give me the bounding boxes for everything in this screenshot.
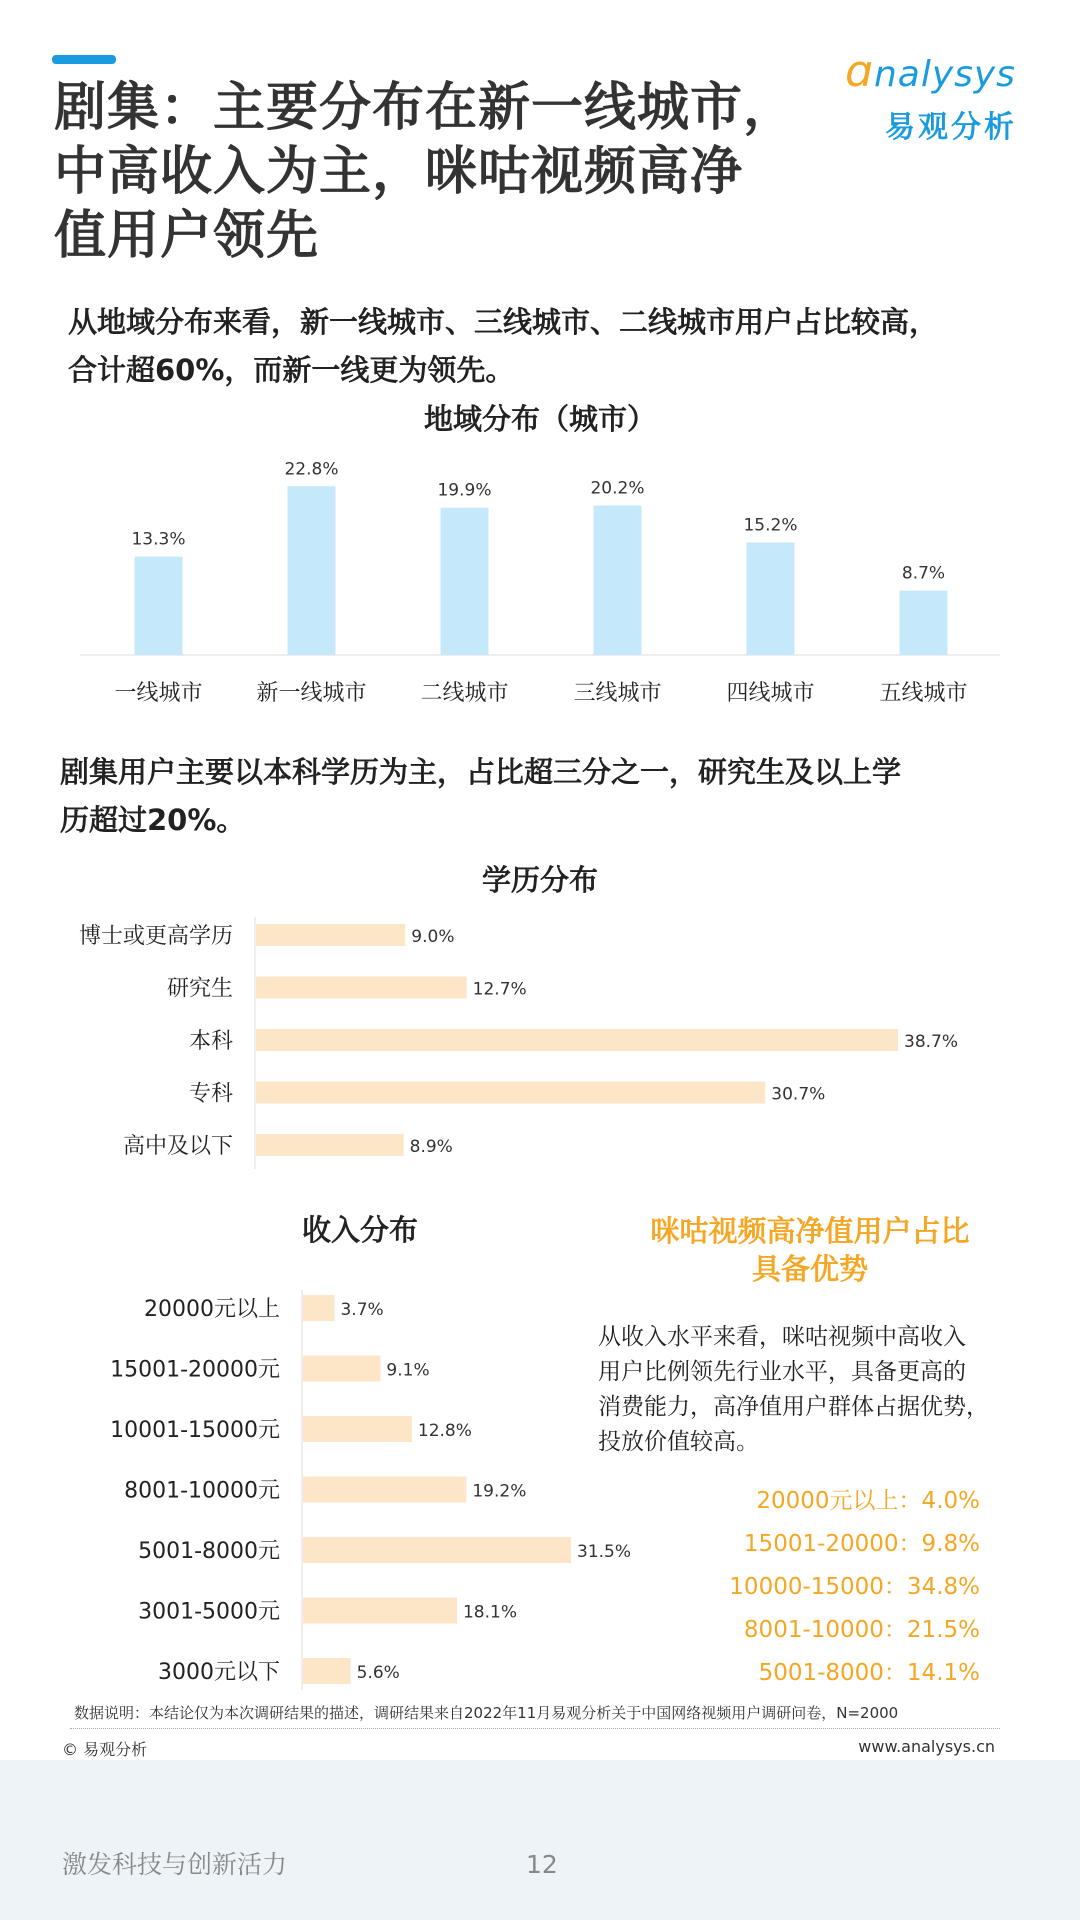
intro-line: 剧集用户主要以本科学历为主，占比超三分之一，研究生及以上学: [60, 755, 902, 789]
migu-income-item: 10000-15000：34.8%: [729, 1574, 980, 1600]
bar: [900, 591, 948, 655]
income-chart: [40, 1270, 660, 1690]
data-label: 19.2%: [472, 1481, 527, 1502]
logo-cn: 易观分析: [885, 110, 1017, 145]
category-label: 博士或更高学历: [78, 924, 233, 949]
migu-highlight-title: [600, 1212, 1020, 1288]
slogan: 激发科技与创新活力: [62, 1850, 288, 1879]
bar: [256, 977, 467, 999]
category-label: 研究生: [166, 976, 233, 1002]
category-label: 10001-15000元: [110, 1418, 280, 1443]
data-label: 15.2%: [743, 515, 798, 536]
migu-income-item: 5001-8000：14.1%: [758, 1660, 980, 1686]
income-chart-title: 收入分布: [301, 1213, 418, 1247]
data-note: 数据说明：本结论仅为本次调研结果的描述，调研结果来自2022年11月易观分析关于中国网络视频用户调研问卷，N=2000: [74, 1704, 899, 1722]
data-label: 5.6%: [356, 1663, 400, 1683]
category-label: 高中及以下: [122, 1134, 233, 1159]
data-label: 30.7%: [771, 1084, 826, 1105]
divider: [70, 1728, 1000, 1729]
data-label: 20.2%: [590, 478, 645, 499]
category-label: 一线城市: [114, 681, 203, 706]
analysys-logo: [845, 46, 1040, 146]
category-label: 五线城市: [879, 681, 968, 706]
copyright: © 易观分析: [62, 1740, 148, 1759]
side-text-line: 从收入水平来看，咪咕视频中高收入: [598, 1324, 966, 1350]
bar: [747, 543, 795, 655]
bar: [288, 486, 336, 655]
footer-background: [0, 1760, 1080, 1920]
data-label: 13.3%: [131, 529, 186, 550]
data-label: 12.8%: [417, 1421, 472, 1441]
category-label: 本科: [188, 1029, 233, 1054]
category-label: 3001-5000元: [138, 1599, 280, 1625]
bar: [256, 1029, 898, 1051]
title-line: 值用户领先: [54, 206, 320, 266]
intro-line: 从地域分布来看，新一线城市、三线城市、二线城市用户占比较高，: [68, 305, 939, 339]
data-label: 8.9%: [409, 1137, 453, 1157]
migu-income-list: [600, 1480, 980, 1695]
intro-line: 合计超60%，而新一线更为领先。: [68, 353, 515, 387]
category-label: 专科: [188, 1081, 233, 1107]
bar: [256, 1082, 765, 1104]
category-label: 新一线城市: [256, 681, 367, 706]
bar: [256, 924, 405, 946]
migu-highlight-text: [598, 1320, 1018, 1460]
bar: [303, 1416, 412, 1442]
side-text-line: 用户比例领先行业水平，具备更高的: [598, 1359, 966, 1385]
education-chart: [40, 900, 1000, 1180]
category-label: 二线城市: [420, 681, 509, 706]
title-line: 剧集：主要分布在新一线城市，: [54, 78, 797, 138]
page-number: 12: [526, 1850, 558, 1879]
migu-income-item: 20000元以上：4.0%: [756, 1488, 980, 1514]
bar: [303, 1658, 351, 1684]
bar: [303, 1477, 466, 1503]
migu-income-item: 8001-10000：21.5%: [743, 1617, 980, 1643]
category-label: 5001-8000元: [138, 1539, 280, 1564]
bar: [256, 1134, 404, 1156]
category-label: 20000元以上: [144, 1297, 280, 1322]
data-label: 9.0%: [411, 927, 455, 947]
region-chart-title: 地域分布（城市）: [423, 402, 656, 436]
data-label: 31.5%: [577, 1542, 632, 1562]
category-label: 15001-20000元: [110, 1357, 280, 1383]
education-intro: [60, 748, 1050, 844]
logo-en: ɑnalysys: [845, 46, 1016, 97]
data-label: 19.9%: [437, 480, 492, 501]
side-title-line: 咪咕视频高净值用户占比: [650, 1214, 970, 1248]
intro-line: 历超过20%。: [60, 803, 246, 837]
region-intro: [68, 298, 1058, 394]
category-label: 3000元以下: [158, 1660, 280, 1685]
category-label: 三线城市: [573, 681, 662, 706]
accent-bar: [52, 55, 116, 64]
data-label: 22.8%: [284, 459, 339, 480]
title-line: 中高收入为主，咪咕视频高净: [54, 142, 744, 202]
page-title: [54, 76, 854, 268]
side-title-line: 具备优势: [751, 1252, 868, 1286]
bar: [135, 557, 183, 655]
bar: [303, 1295, 334, 1321]
data-label: 8.7%: [901, 563, 946, 584]
bar: [303, 1356, 380, 1382]
side-text-line: 投放价值较高。: [598, 1429, 759, 1455]
website-link[interactable]: www.analysys.cn: [858, 1737, 995, 1756]
category-label: 8001-10000元: [124, 1478, 280, 1504]
education-chart-title: 学历分布: [481, 863, 598, 897]
side-text-line: 消费能力，高净值用户群体占据优势，: [598, 1394, 989, 1420]
bar: [441, 508, 489, 655]
bar: [303, 1598, 457, 1624]
data-label: 38.7%: [904, 1032, 959, 1052]
bar: [594, 506, 642, 655]
data-label: 9.1%: [386, 1360, 430, 1381]
category-label: 四线城市: [726, 681, 815, 706]
migu-income-item: 15001-20000：9.8%: [743, 1531, 980, 1557]
data-label: 12.7%: [472, 979, 527, 1000]
data-label: 18.1%: [462, 1602, 518, 1623]
region-chart: [60, 440, 1020, 720]
bar: [303, 1537, 571, 1563]
data-label: 3.7%: [340, 1300, 384, 1320]
